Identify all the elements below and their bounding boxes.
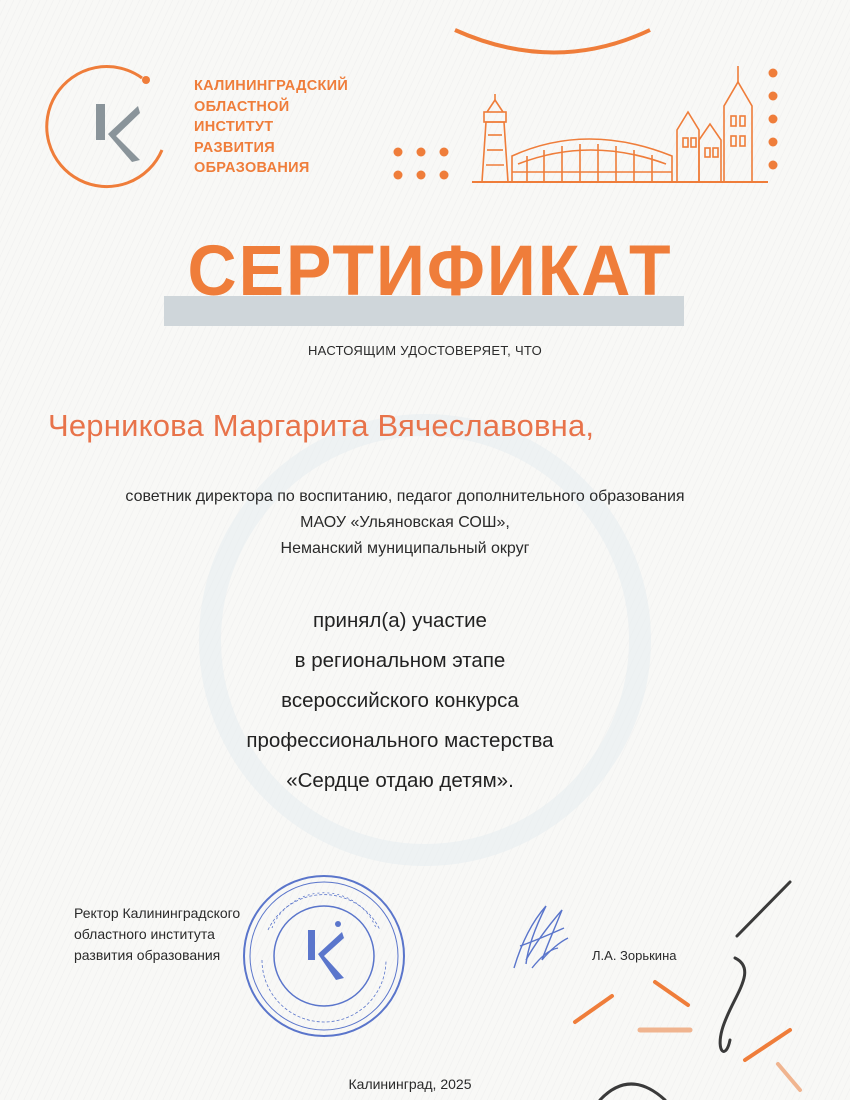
certificate-title: СЕРТИФИКАТ: [187, 231, 673, 311]
institute-logo-icon: [40, 64, 180, 198]
signer-role: [74, 903, 240, 966]
recipient-position: [0, 484, 810, 562]
position-line: МАОУ «Ульяновская СОШ»,: [300, 514, 510, 531]
award-line: принял(а) участие: [313, 609, 487, 632]
organization-name: [194, 76, 348, 179]
signer-role-line: развития образования: [74, 947, 221, 963]
award-text: [0, 601, 800, 801]
organization-line: ОБРАЗОВАНИЯ: [194, 160, 310, 176]
signer-name: Л.А. Зорькина: [592, 948, 677, 963]
organization-line: ОБЛАСТНОЙ: [194, 98, 290, 115]
official-stamp-icon: [238, 870, 410, 1042]
organization-line: ИНСТИТУТ: [194, 119, 274, 135]
recipient-name: Черникова Маргарита Вячеславовна,: [48, 408, 595, 443]
signer-role-line: областного института: [74, 926, 215, 942]
signature-icon: [506, 898, 576, 974]
place-and-year: Калининград, 2025: [348, 1076, 472, 1092]
position-line: Неманский муниципальный округ: [280, 540, 530, 557]
award-line: «Сердце отдаю детям».: [286, 769, 514, 792]
position-line: советник директора по воспитанию, педагог дополнительного образования: [125, 488, 685, 505]
award-line: всероссийского конкурса: [281, 689, 519, 712]
award-line: в региональном этапе: [294, 649, 506, 672]
certificate-subtitle: НАСТОЯЩИМ УДОСТОВЕРЯЕТ, ЧТО: [307, 343, 543, 358]
award-line: профессионального мастерства: [246, 729, 554, 752]
signer-role-line: Ректор Калининградского: [74, 905, 241, 921]
organization-line: РАЗВИТИЯ: [194, 139, 275, 156]
city-skyline-icon: [472, 60, 772, 188]
organization-line: КАЛИНИНГРАДСКИЙ: [194, 78, 349, 94]
certificate-title-block: [150, 232, 710, 332]
